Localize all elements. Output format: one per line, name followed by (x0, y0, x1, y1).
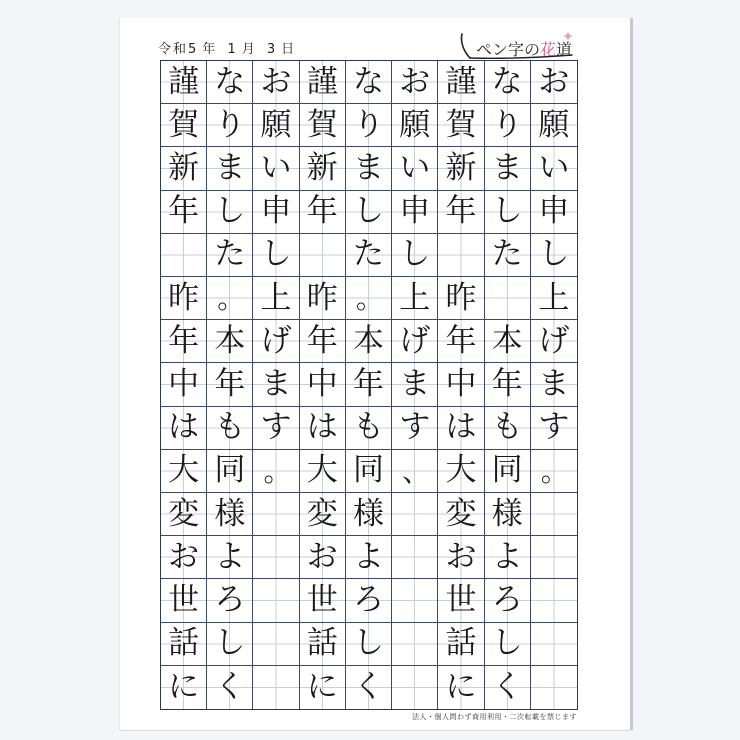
grid-cell: 謹 (300, 61, 346, 104)
grid-cell: 謹 (438, 61, 484, 104)
grid-cell: 世 (300, 579, 346, 622)
grid-cell: 年 (161, 191, 207, 234)
grid-cell: 様 (346, 493, 392, 536)
grid-cell: い (253, 147, 299, 190)
grid-cell (253, 579, 299, 622)
brand-suffix: 道 (556, 40, 573, 59)
grid-cell: し (485, 623, 531, 666)
grid-cell: 上 (392, 277, 438, 320)
grid-cell (253, 666, 299, 709)
grid-cell (485, 277, 531, 320)
grid-cell: 大 (161, 450, 207, 493)
grid-cell: な (346, 61, 392, 104)
grid-cell: お (253, 61, 299, 104)
grid-cell: お (392, 61, 438, 104)
grid-cell: し (346, 191, 392, 234)
grid-cell: 中 (438, 363, 484, 406)
grid-cell: た (346, 234, 392, 277)
grid-cell: 申 (253, 191, 299, 234)
grid-cell (392, 536, 438, 579)
grid-cell: も (207, 407, 253, 450)
grid-cell: よ (485, 536, 531, 579)
grid-cell: く (485, 666, 531, 709)
grid-cell: 話 (161, 623, 207, 666)
grid-cell: 話 (300, 623, 346, 666)
grid-cell: な (207, 61, 253, 104)
grid-cell: ま (346, 147, 392, 190)
grid-cell (531, 579, 577, 622)
grid-cell: す (531, 407, 577, 450)
date-era: 令和5 (158, 42, 199, 57)
grid-cell: ろ (207, 579, 253, 622)
grid-cell: く (207, 666, 253, 709)
grid-cell: ま (485, 147, 531, 190)
grid-cell: 年 (207, 363, 253, 406)
grid-cell: 願 (253, 104, 299, 147)
grid-cell: 昨 (161, 277, 207, 320)
grid-cell: 大 (300, 450, 346, 493)
grid-cell: り (485, 104, 531, 147)
grid-cell: く (346, 666, 392, 709)
grid-cell (392, 579, 438, 622)
grid-cell (253, 623, 299, 666)
grid-cell: に (300, 666, 346, 709)
brand-accent: 花 (540, 40, 557, 59)
grid-cell: 変 (161, 493, 207, 536)
grid-cell (531, 666, 577, 709)
grid-cell: 賀 (438, 104, 484, 147)
grid-cell: 新 (438, 147, 484, 190)
grid-cell: 変 (300, 493, 346, 536)
grid-cell (392, 623, 438, 666)
grid-cell (253, 536, 299, 579)
grid-cell: に (438, 666, 484, 709)
grid-cell: す (392, 407, 438, 450)
grid-cell: し (346, 623, 392, 666)
grid-cell (438, 234, 484, 277)
grid-cell: ま (207, 147, 253, 190)
copyright-notice: 法人・個人問わず商用利用・二次転載を禁じます (412, 713, 577, 721)
date-year-suffix: 年 (202, 42, 218, 57)
grid-cell: よ (207, 536, 253, 579)
grid-cell: ま (392, 363, 438, 406)
grid-cell: た (207, 234, 253, 277)
grid-cell: 年 (438, 320, 484, 363)
grid-cell: 世 (438, 579, 484, 622)
brand-logo (456, 28, 581, 62)
grid-cell (531, 623, 577, 666)
date-day: 3 (266, 42, 278, 57)
grid-cell: 変 (438, 493, 484, 536)
grid-cell: ま (531, 363, 577, 406)
grid-cell: ろ (485, 579, 531, 622)
grid-cell: た (485, 234, 531, 277)
grid-cell: 中 (161, 363, 207, 406)
grid-cell: し (207, 623, 253, 666)
grid-cell: 。 (253, 450, 299, 493)
grid-cell: 年 (485, 363, 531, 406)
grid-cell: 大 (438, 450, 484, 493)
grid-cell (392, 493, 438, 536)
grid-cell: し (531, 234, 577, 277)
grid-cell: げ (392, 320, 438, 363)
grid-cell: り (346, 104, 392, 147)
grid-cell: な (485, 61, 531, 104)
grid-cell (253, 493, 299, 536)
grid-cell: は (300, 407, 346, 450)
grid-cell: ろ (346, 579, 392, 622)
grid-cell: お (161, 536, 207, 579)
date-month: 1 (227, 42, 238, 57)
sheet-edge (630, 18, 633, 730)
grid-cell: 中 (300, 363, 346, 406)
date-day-suffix: 日 (281, 42, 297, 57)
grid-cell: 謹 (161, 61, 207, 104)
grid-cell: 。 (531, 450, 577, 493)
grid-cell: い (392, 147, 438, 190)
grid-cell: 上 (531, 277, 577, 320)
grid-cell: 本 (346, 320, 392, 363)
date-month-suffix: 月 (241, 42, 257, 57)
grid-cell: お (531, 61, 577, 104)
grid-cell (161, 234, 207, 277)
grid-cell: し (485, 191, 531, 234)
brand-prefix: ペン字の (476, 40, 541, 59)
grid-cell: 年 (300, 191, 346, 234)
grid-cell: 年 (346, 363, 392, 406)
grid-cell: に (161, 666, 207, 709)
grid-cell: 上 (253, 277, 299, 320)
grid-cell: 話 (438, 623, 484, 666)
grid-cell: は (438, 407, 484, 450)
grid-cell: 昨 (300, 277, 346, 320)
grid-cell: よ (346, 536, 392, 579)
grid-cell (392, 666, 438, 709)
grid-cell: す (253, 407, 299, 450)
grid-cell (300, 234, 346, 277)
practice-sheet (120, 18, 630, 730)
grid-cell: も (485, 407, 531, 450)
grid-cell: 、 (392, 450, 438, 493)
grid-cell: ま (253, 363, 299, 406)
grid-cell: し (392, 234, 438, 277)
date-line (158, 38, 300, 57)
grid-cell: 様 (485, 493, 531, 536)
grid-cell: 。 (346, 277, 392, 320)
grid-cell: り (207, 104, 253, 147)
grid-cell: お (438, 536, 484, 579)
grid-cell: し (207, 191, 253, 234)
grid-cell: 年 (161, 320, 207, 363)
grid-cell: 様 (207, 493, 253, 536)
grid-cell: 同 (207, 450, 253, 493)
grid-cell: 年 (300, 320, 346, 363)
grid-cell: 申 (531, 191, 577, 234)
grid-cell: 世 (161, 579, 207, 622)
grid-cell: 同 (346, 450, 392, 493)
grid-cell: 願 (392, 104, 438, 147)
grid-cell: は (161, 407, 207, 450)
grid-cell: 本 (207, 320, 253, 363)
grid-cell: 新 (161, 147, 207, 190)
grid-cell (531, 536, 577, 579)
grid-cell (531, 493, 577, 536)
grid-cell: し (253, 234, 299, 277)
grid-cell: も (346, 407, 392, 450)
grid-cell: 昨 (438, 277, 484, 320)
grid-cell: げ (253, 320, 299, 363)
grid-cell: 同 (485, 450, 531, 493)
grid-cell: 年 (438, 191, 484, 234)
practice-grid (160, 60, 578, 710)
grid-cell: お (300, 536, 346, 579)
grid-cell: い (531, 147, 577, 190)
grid-cell: げ (531, 320, 577, 363)
grid-cell: 申 (392, 191, 438, 234)
grid-cell: 。 (207, 277, 253, 320)
grid-cell: 賀 (161, 104, 207, 147)
grid-cell: 本 (485, 320, 531, 363)
grid-cell: 願 (531, 104, 577, 147)
grid-cell: 新 (300, 147, 346, 190)
grid-cell: 賀 (300, 104, 346, 147)
